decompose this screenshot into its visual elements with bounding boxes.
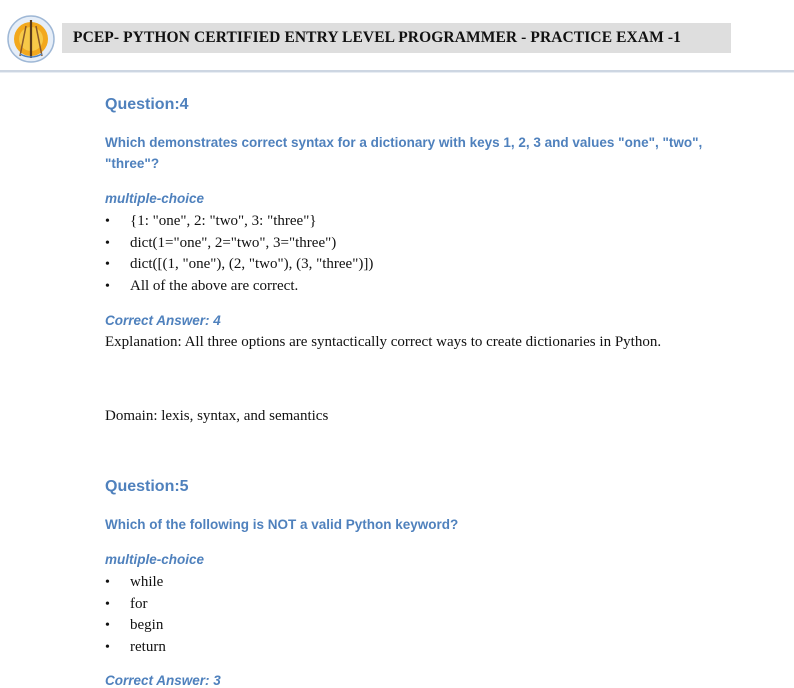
option-text: while xyxy=(130,574,164,590)
list-item xyxy=(105,211,373,233)
list-item xyxy=(105,254,373,276)
list-item xyxy=(105,594,166,616)
question-title: Question:4 xyxy=(105,96,189,113)
question-type: multiple-choice xyxy=(105,191,205,206)
list-item xyxy=(105,276,373,298)
question-type: multiple-choice xyxy=(105,552,205,567)
option-text: dict([(1, "one"), (2, "two"), (3, "three")]) xyxy=(130,256,374,272)
question-title: Question:5 xyxy=(105,478,189,495)
page-title: PCEP- PYTHON CERTIFIED ENTRY LEVEL PROGRAMMER - PRACTICE EXAM -1 xyxy=(62,23,731,53)
bullet-icon: • xyxy=(105,257,110,272)
question-text: Which of the following is NOT a valid Python keyword? xyxy=(105,517,459,532)
options-list xyxy=(105,211,373,297)
domain-text: Domain: lexis, syntax, and semantics xyxy=(105,408,329,424)
correct-answer: Correct Answer: 4 xyxy=(105,313,221,328)
option-text: {1: "one", 2: "two", 3: "three"} xyxy=(130,213,317,229)
option-text: dict(1="one", 2="two", 3="three") xyxy=(130,234,337,251)
page-header xyxy=(0,0,794,72)
bullet-icon: • xyxy=(105,214,110,229)
bullet-icon: • xyxy=(105,596,110,612)
options-list xyxy=(105,572,166,658)
correct-answer: Correct Answer: 3 xyxy=(105,673,221,688)
header-divider-shadow xyxy=(0,72,794,73)
list-item xyxy=(105,572,166,594)
option-text: begin xyxy=(130,617,164,633)
logo-icon xyxy=(6,14,56,64)
option-text: for xyxy=(130,595,148,612)
list-item xyxy=(105,637,166,659)
option-text: All of the above are correct. xyxy=(130,277,299,294)
explanation-text: Explanation: All three options are syntactically correct ways to create dictionaries in Python. xyxy=(105,334,662,350)
list-item xyxy=(105,615,166,637)
bullet-icon: • xyxy=(105,618,110,633)
bullet-icon: • xyxy=(105,575,110,590)
bullet-icon: • xyxy=(105,235,110,251)
bullet-icon: • xyxy=(105,639,110,655)
bullet-icon: • xyxy=(105,278,110,294)
question-text: Which demonstrates correct syntax for a dictionary with keys 1, 2, 3 and values "one", "two", "three"? xyxy=(105,135,703,171)
option-text: return xyxy=(130,638,166,655)
list-item xyxy=(105,233,373,255)
